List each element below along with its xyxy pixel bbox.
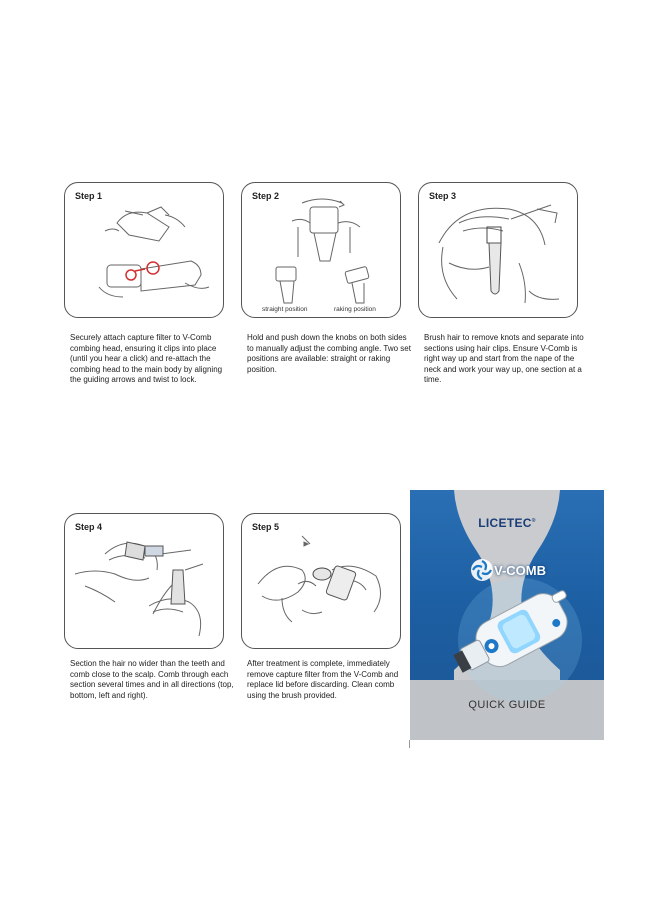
brand-logo: LICETEC® [478,516,536,530]
step-4-card [64,513,224,649]
product-box-image [410,490,604,740]
step-2-caption: Hold and push down the knobs on both sides to manually adjust the combing angle. Two set positions are available: straight or raking position. [247,333,411,374]
step-5-card [241,513,401,649]
step-1-illustration [65,183,224,318]
step-3-illustration [419,183,578,318]
step-3-card [418,182,578,318]
step-5-illustration [242,514,401,649]
step-2-card [241,182,401,318]
step-2-label: Step 2 [252,191,280,201]
step-1-label: Step 1 [75,191,103,201]
step-3-label: Step 3 [429,191,457,201]
raking-position-label: raking position [334,306,376,313]
product-box-edge [409,740,410,748]
quick-guide-title: QUICK GUIDE [468,699,546,711]
step-4-illustration [65,514,224,649]
step-2-illustration [242,183,401,318]
step-4-label: Step 4 [75,522,103,532]
step-1-caption: Securely attach capture filter to V-Comb combing head, ensuring it clips into place (until you hear a click) and re-attach the combing head to the main body by aligning the guiding arrows and twist to lock. [70,333,223,384]
product-name: V-COMB [494,563,546,578]
straight-position-label: straight position [262,306,308,313]
v-comb-swirl-icon [471,559,493,581]
step-1-card [64,182,224,318]
step-5-label: Step 5 [252,522,280,532]
step-5-caption: After treatment is complete, immediately remove capture filter from the V-Comb and replace lid before discarding. Clean comb using the brush provided. [247,659,399,700]
step-3-caption: Brush hair to remove knots and separate into sections using hair clips. Ensure V-Comb is right way up and start from the nape of the neck and work your way up, one section at a time. [424,333,584,384]
step-4-caption: Section the hair no wider than the teeth and comb close to the scalp. Comb through each section several times and in all directions (top, bottom, left and right). [70,659,234,700]
